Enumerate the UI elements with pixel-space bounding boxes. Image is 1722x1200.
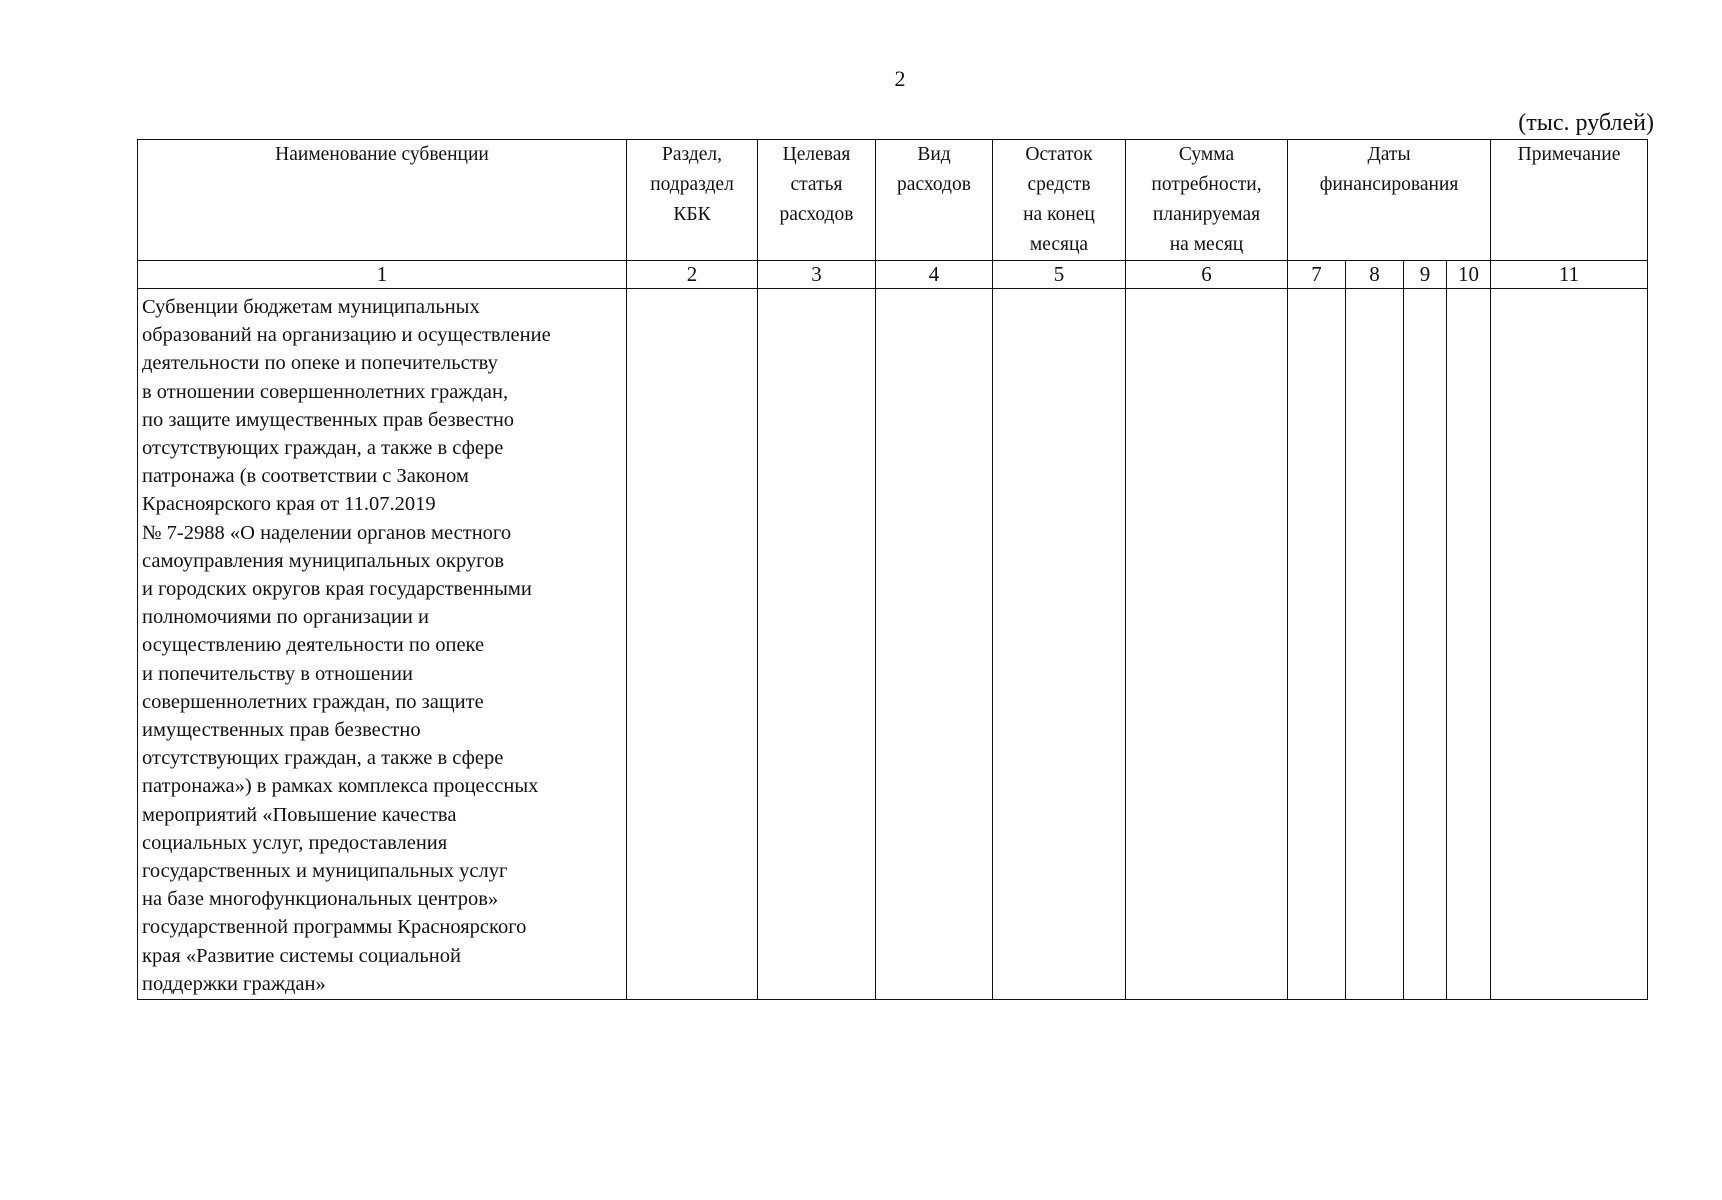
column-number: 5 — [993, 261, 1126, 289]
kbk-cell — [627, 289, 758, 1000]
expense-type-cell — [876, 289, 993, 1000]
date-cell-8 — [1346, 289, 1404, 1000]
column-number: 2 — [627, 261, 758, 289]
subvention-name-cell — [138, 289, 627, 1000]
units-label: (тыс. рублей) — [1518, 110, 1654, 136]
subvention-name-line: патронажа») в рамках комплекса процессных — [142, 775, 539, 798]
header-sum: Сумма потребности, планируемая на месяц — [1126, 140, 1288, 261]
subvention-name-line: отсутствующих граждан, а также в сфере — [142, 437, 504, 460]
subvention-name-line: в отношении совершеннолетних граждан, — [142, 380, 509, 403]
subvention-name-line: полномочиями по организации и — [142, 606, 429, 629]
header-balance: Остаток средств на конец месяца — [993, 140, 1126, 261]
subvention-name-line: совершеннолетних граждан, по защите — [142, 690, 484, 713]
subvention-name-line: мероприятий «Повышение качества — [142, 803, 457, 826]
sum-cell — [1126, 289, 1288, 1000]
note-cell — [1491, 289, 1648, 1000]
column-number: 7 — [1288, 261, 1346, 289]
header-row — [138, 140, 1648, 261]
balance-cell — [993, 289, 1126, 1000]
subvention-name-line: на базе многофункциональных центров» — [142, 888, 499, 911]
subvention-name-line: патронажа (в соответствии с Законом — [142, 465, 469, 488]
subvention-name-line: отсутствующих граждан, а также в сфере — [142, 747, 504, 770]
column-number: 10 — [1447, 261, 1491, 289]
column-number: 11 — [1491, 261, 1648, 289]
subvention-name-line: деятельности по опеке и попечительству — [142, 352, 498, 375]
header-kbk: Раздел, подраздел КБК — [627, 140, 758, 261]
column-number: 3 — [758, 261, 876, 289]
column-number: 4 — [876, 261, 993, 289]
subvention-table — [137, 139, 1648, 1000]
subvention-name-line: края «Развитие системы социальной — [142, 944, 461, 967]
subvention-name-line: по защите имущественных прав безвестно — [142, 408, 515, 431]
subvention-name-line: Красноярского края от 11.07.2019 — [142, 493, 436, 516]
subvention-name-line: поддержки граждан» — [142, 972, 326, 995]
column-number: 6 — [1126, 261, 1288, 289]
target-article-cell — [758, 289, 876, 1000]
subvention-name-line: осуществлению деятельности по опеке — [142, 634, 485, 657]
header-expense-type: Вид расходов — [876, 140, 993, 261]
subvention-name-line: № 7-2988 «О наделении органов местного — [142, 521, 512, 544]
subvention-name-line: государственных и муниципальных услуг — [142, 860, 508, 883]
header-target-article: Целевая статья расходов — [758, 140, 876, 261]
header-name: Наименование субвенции — [138, 140, 627, 261]
column-number: 8 — [1346, 261, 1404, 289]
date-cell-7 — [1288, 289, 1346, 1000]
table-row — [138, 289, 1648, 1000]
column-number: 1 — [138, 261, 627, 289]
subvention-name-line: Субвенции бюджетам муниципальных — [142, 296, 480, 318]
subvention-name-line: государственной программы Красноярского — [142, 916, 527, 939]
header-dates: Даты финансирования — [1288, 140, 1491, 261]
date-cell-9 — [1404, 289, 1447, 1000]
subvention-name-line: социальных услуг, предоставления — [142, 831, 448, 854]
subvention-name-line: самоуправления муниципальных округов — [142, 549, 505, 572]
subvention-name-line: и городских округов края государственными — [142, 578, 532, 601]
subvention-name-line: образований на организацию и осуществление — [142, 324, 551, 347]
column-number-row — [138, 261, 1648, 289]
column-number: 9 — [1404, 261, 1447, 289]
subvention-name-line: и попечительству в отношении — [142, 662, 413, 685]
date-cell-10 — [1447, 289, 1491, 1000]
header-note: Примечание — [1491, 140, 1648, 261]
subvention-name-line: имущественных прав безвестно — [142, 719, 421, 742]
page-number: 2 — [894, 66, 906, 91]
